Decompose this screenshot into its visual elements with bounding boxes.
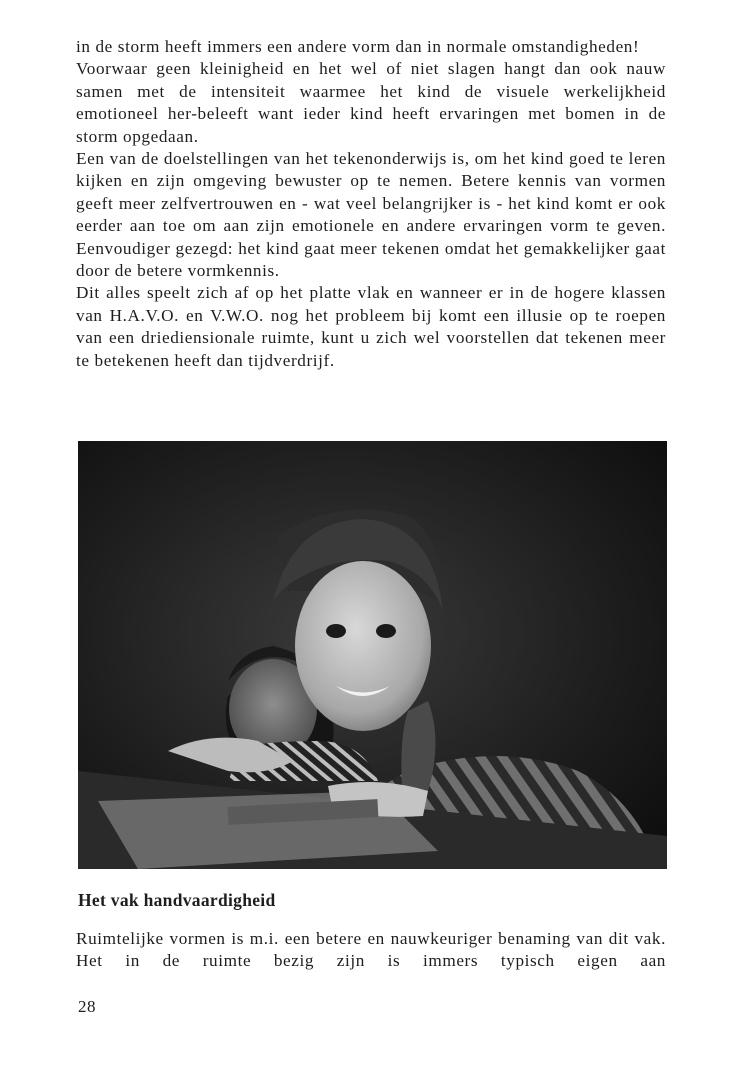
classroom-photo — [78, 441, 667, 869]
page-number: 28 — [78, 997, 96, 1016]
body-text — [76, 36, 666, 372]
photo-illustration — [78, 441, 667, 869]
paragraph-3: Een van de doelstellingen van het tekenonderwijs is, om het kind goed te leren kijken en zijn omgeving bewuster op te nemen. Betere kennis van vormen geeft meer zelfvertrouwen en - wat veel belangrijker is - het kind komt er ook eerder aan toe om aan zijn emotionele en andere ervaringen vorm te geven. Eenvoudiger gezegd: het kind gaat meer tekenen omdat het gemakkelijker gaat door de betere vormkennis. — [76, 149, 666, 281]
section-paragraph: Ruimtelijke vormen is m.i. een betere en nauwkeuriger benaming van dit vak. Het in de ruimte bezig zijn is immers typisch eigen aan — [76, 929, 666, 971]
paragraph-1: in de storm heeft immers een andere vorm dan in normale omstandigheden! — [76, 37, 640, 56]
paragraph-4: Dit alles speelt zich af op het platte vlak en wanneer er in de hogere klassen van H.A.V.O. en V.W.O. nog het probleem bij komt een illusie op te roepen van een driediensionale ruimte, kunt u zich wel voorstellen dat tekenen meer te betekenen heeft dan tijdverdrijf. — [76, 283, 666, 370]
section-heading: Het vak handvaardigheid — [78, 890, 276, 910]
section-text — [76, 928, 666, 973]
paragraph-2: Voorwaar geen kleinigheid en het wel of niet slagen hangt dan ook nauw samen met de intensiteit waarmee het kind de visuele werkelijkheid emotioneel her-beleeft want ieder kind heeft ervaringen met bomen in de storm opgedaan. — [76, 59, 666, 146]
